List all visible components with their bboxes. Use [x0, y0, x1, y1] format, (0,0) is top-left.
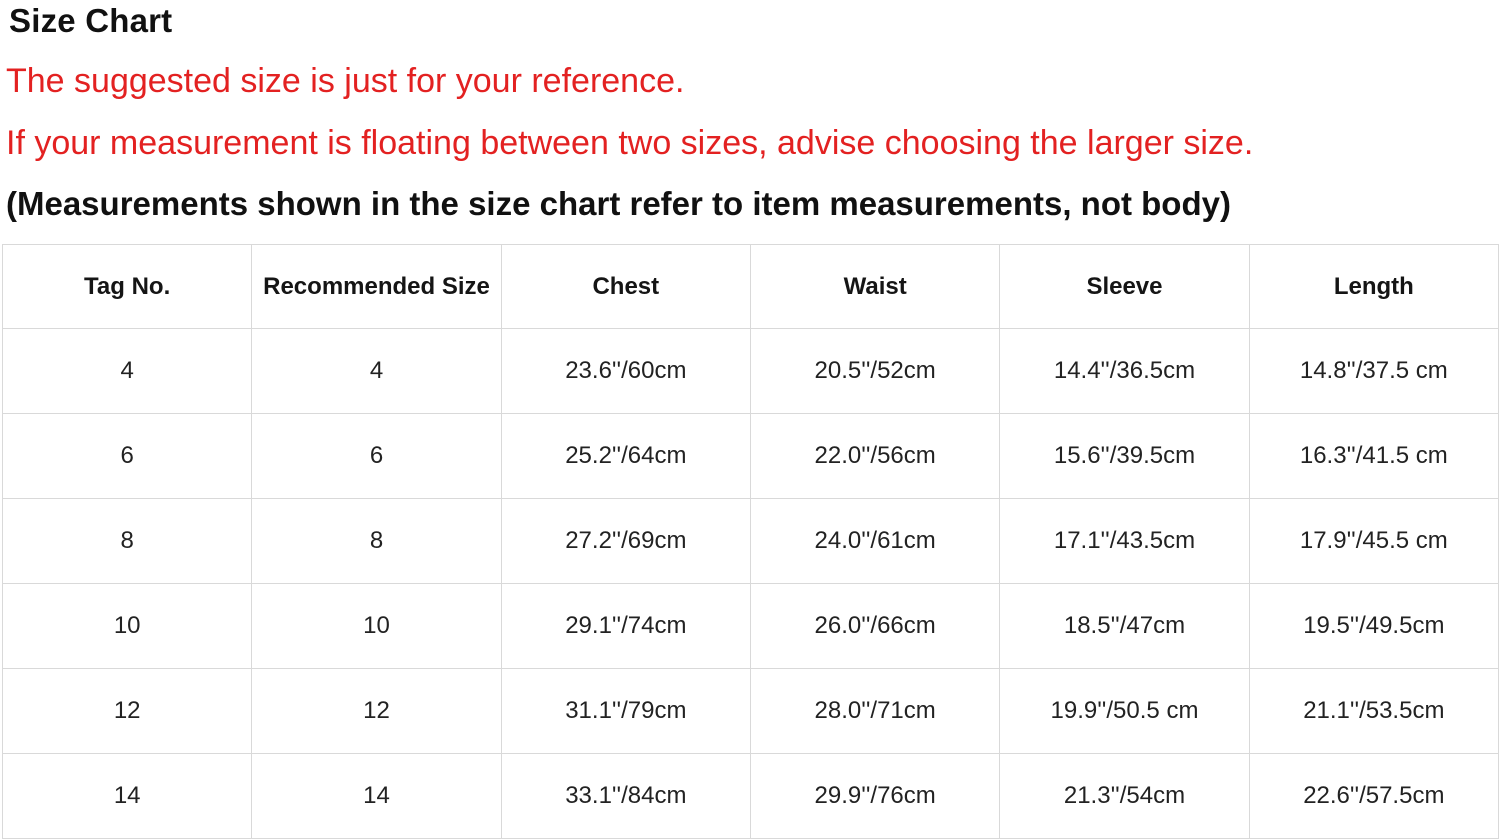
table-row	[3, 499, 1499, 584]
table-cell: 14.8''/37.5 cm	[1249, 329, 1498, 414]
size-table	[2, 244, 1499, 839]
note-reference: The suggested size is just for your reference.	[6, 62, 685, 100]
table-cell: 6	[3, 414, 252, 499]
table-cell: 21.3''/54cm	[1000, 754, 1249, 839]
size-table-body	[3, 329, 1499, 839]
column-header: Chest	[501, 245, 750, 329]
table-row	[3, 754, 1499, 839]
table-cell: 17.1''/43.5cm	[1000, 499, 1249, 584]
table-cell: 21.1''/53.5cm	[1249, 669, 1498, 754]
table-row	[3, 584, 1499, 669]
table-cell: 18.5''/47cm	[1000, 584, 1249, 669]
table-cell: 8	[3, 499, 252, 584]
table-cell: 17.9''/45.5 cm	[1249, 499, 1498, 584]
column-header: Recommended Size	[252, 245, 501, 329]
table-cell: 19.9''/50.5 cm	[1000, 669, 1249, 754]
table-cell: 14	[3, 754, 252, 839]
table-cell: 31.1''/79cm	[501, 669, 750, 754]
column-header: Length	[1249, 245, 1498, 329]
table-cell: 10	[3, 584, 252, 669]
table-cell: 8	[252, 499, 501, 584]
size-table-header	[3, 245, 1499, 329]
table-cell: 29.1''/74cm	[501, 584, 750, 669]
note-item-measurements: (Measurements shown in the size chart refer to item measurements, not body)	[6, 185, 1231, 222]
note-between-sizes: If your measurement is floating between two sizes, advise choosing the larger size.	[6, 124, 1254, 162]
table-row	[3, 329, 1499, 414]
column-header: Sleeve	[1000, 245, 1249, 329]
table-cell: 6	[252, 414, 501, 499]
table-cell: 14	[252, 754, 501, 839]
table-cell: 33.1''/84cm	[501, 754, 750, 839]
table-row	[3, 414, 1499, 499]
header-row	[3, 245, 1499, 329]
table-cell: 19.5''/49.5cm	[1249, 584, 1498, 669]
table-cell: 25.2''/64cm	[501, 414, 750, 499]
table-cell: 16.3''/41.5 cm	[1249, 414, 1498, 499]
table-cell: 27.2''/69cm	[501, 499, 750, 584]
table-cell: 4	[252, 329, 501, 414]
page-title: Size Chart	[9, 2, 173, 39]
table-cell: 12	[252, 669, 501, 754]
table-cell: 20.5''/52cm	[750, 329, 999, 414]
column-header: Waist	[750, 245, 999, 329]
table-row	[3, 669, 1499, 754]
column-header: Tag No.	[3, 245, 252, 329]
table-cell: 22.0''/56cm	[750, 414, 999, 499]
table-cell: 22.6''/57.5cm	[1249, 754, 1498, 839]
table-cell: 26.0''/66cm	[750, 584, 999, 669]
table-cell: 29.9''/76cm	[750, 754, 999, 839]
table-cell: 28.0''/71cm	[750, 669, 999, 754]
table-cell: 15.6''/39.5cm	[1000, 414, 1249, 499]
table-cell: 10	[252, 584, 501, 669]
table-cell: 14.4''/36.5cm	[1000, 329, 1249, 414]
table-cell: 23.6''/60cm	[501, 329, 750, 414]
table-cell: 4	[3, 329, 252, 414]
table-cell: 24.0''/61cm	[750, 499, 999, 584]
table-cell: 12	[3, 669, 252, 754]
